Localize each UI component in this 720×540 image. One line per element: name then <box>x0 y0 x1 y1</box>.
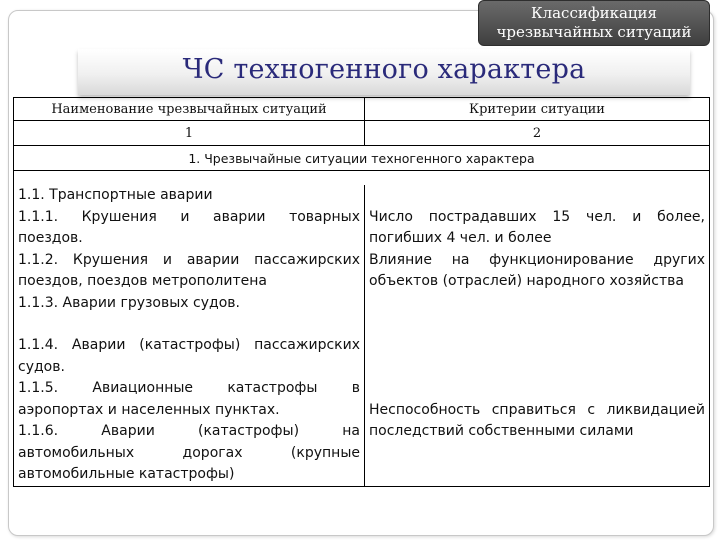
criteria-line: последствий собственными силами <box>369 423 634 439</box>
list-item: 1.1.3. Аварии грузовых судов. <box>18 294 240 311</box>
section-row <box>14 146 710 171</box>
list-item: автомобильные катастрофы) <box>18 466 235 482</box>
blank-line <box>369 293 705 400</box>
blank-line <box>18 314 360 335</box>
header-criteria: Критерии ситуации <box>365 98 710 121</box>
spacer-row <box>14 171 710 186</box>
list-item: 1.1.1. Крушения и аварии товарных <box>18 208 360 225</box>
column-number-1: 1 <box>14 121 365 146</box>
badge-line-1: Классификация <box>530 4 658 22</box>
header-name: Наименование чрезвычайных ситуаций <box>14 98 365 121</box>
list-item: поездов, поездов метрополитена <box>18 273 267 289</box>
criteria-line: Влияние на функционирование других <box>369 251 705 268</box>
list-item: аэропортах и населенных пунктах. <box>18 401 280 418</box>
classification-table <box>13 97 710 487</box>
list-item: судов. <box>18 358 65 375</box>
badge-line-2: чрезвычайных ситуаций <box>496 23 692 41</box>
subsection-heading: 1.1. Транспортные аварии <box>18 187 213 203</box>
title-band <box>78 49 690 95</box>
criteria-line: Неспособность справиться с ликвидацией <box>369 401 705 418</box>
list-item: 1.1.2. Крушения и аварии пассажирских <box>18 251 360 268</box>
slide-title: ЧС техногенного характера <box>182 54 586 85</box>
criteria-line: погибших 4 чел. и более <box>369 230 552 246</box>
section-heading: 1. Чрезвычайные ситуации техногенного характера <box>14 146 710 171</box>
header-row <box>14 98 710 121</box>
spacer-cell <box>14 171 710 186</box>
blank-line <box>369 185 705 207</box>
number-row <box>14 121 710 146</box>
column-number-2: 2 <box>365 121 710 146</box>
list-item: 1.1.6. Аварии (катастрофы) на <box>18 423 360 439</box>
list-item: 1.1.4. Аварии (катастрофы) пассажирских <box>18 337 360 353</box>
criteria-line: Число пострадавших 15 чел. и более, <box>369 208 705 225</box>
list-item: 1.1.5. Авиационные катастрофы в <box>18 380 360 396</box>
list-item: автомобильных дорогах (крупные <box>18 444 360 461</box>
right-content <box>365 185 710 486</box>
section-badge <box>478 0 710 46</box>
left-content <box>14 185 365 486</box>
content-row <box>14 185 710 486</box>
list-item: поездов. <box>18 230 83 246</box>
criteria-line: объектов (отраслей) народного хозяйства <box>369 273 684 289</box>
